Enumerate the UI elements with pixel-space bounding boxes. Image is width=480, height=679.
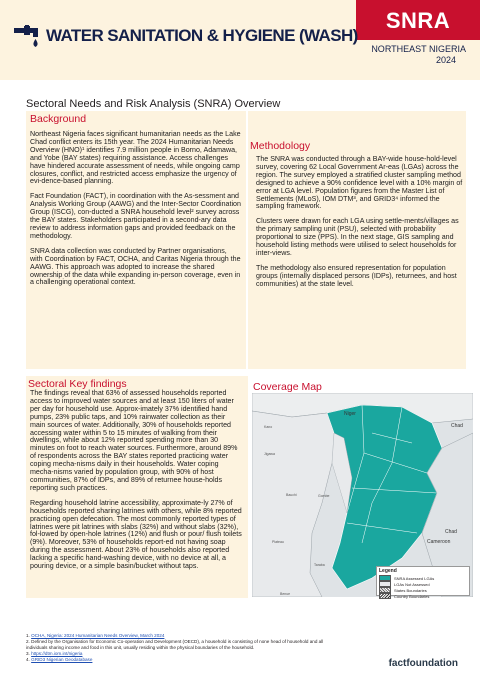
findings-paragraph: Regarding household latrine accessibility, approximate-ly 27% of households reported sharing latrines with others, while 8% reported practicing open defecation. The most commonly reported types of latrines were pit latrines with slabs (32%) and without slabs (32%), fol-lowed by open-hole latrines (12%) and flush or pour/ flush toilets (9%). Moreover, 53% of households report-ed not having soap during the assessment. About 23% of households also reported lacking a specific hand-washing device, with no device at all, a pouring device, or a simple basin/bucket without taps. [30, 498, 242, 571]
footnote-text: Defined by the Organisation for Economic Co-operation and Development (OECD), a household is consisting of none head of household and all [31, 639, 324, 644]
plateau-label: Plateau [272, 540, 284, 544]
footnote [26, 657, 323, 663]
legend-title: Legend [379, 568, 397, 574]
footnotes [26, 633, 323, 663]
chad-label-1: Chad [451, 423, 463, 429]
methodology-paragraph: The SNRA was conducted through a BAY-wide house-hold-level survey, covering 62 Local Government Ar-eas (LGAs) across the region. The survey employed a stratified cluster sampling method designed to achieve a 90% confidence level with a 10% margin of error at LGA level. Population figures from the Master List of Settlements (MLoS), IOM DTM³, and GRID3⁴ informed the sampling framework. [256, 155, 463, 211]
background-paragraph: Northeast Nigeria faces significant humanitarian needs as the Lake Chad conflict enters its 15th year. The 2024 Humanitarian Needs Overview (HNO)¹ identifies 7.9 million people in Borno, Adamawa, and Yobe (BAY states) requiring assistance. Access challenges have hindered accurate assessment of needs, while ongoing camp closures, conflict, and restricted access emphasize the urgency of evi-dence-based planning. [30, 130, 241, 186]
methodology-panel [248, 111, 466, 369]
kano-label: Kano [264, 425, 273, 429]
region-label [371, 44, 466, 66]
footnote-number: 1. [26, 633, 30, 638]
footnote-link[interactable]: https://dtm.iom.int/nigeria [31, 651, 83, 656]
jigawa-label: Jigawa [264, 452, 275, 456]
background-paragraph: SNRA data collection was conducted by Partner organisations, with Coordination by FACT, OCHA, and Caritas Nigeria through the AAWG. This approach was adopted to increase the shared ownership of the data while expanding in-person coverage, even in a challenging operational context. [30, 246, 241, 287]
footnote-number: 2. [26, 639, 30, 644]
gombe-label: Gombe [318, 494, 330, 498]
background-panel [26, 111, 246, 369]
background-heading: Background [30, 113, 87, 125]
legend-item [379, 593, 469, 599]
footnote-number: 4. [26, 657, 30, 662]
fact-foundation-logo: factfoundation [388, 658, 458, 669]
page-title: WATER SANITATION & HYGIENE (WASH) [46, 26, 358, 45]
findings-text [30, 390, 242, 578]
legend-label: Country Boundaries [394, 593, 430, 599]
findings-heading: Sectoral Key findings [28, 378, 127, 390]
overview-title: Sectoral Needs and Risk Analysis (SNRA) Overview [26, 98, 281, 110]
legend-label: SNRA Assessed LGAs [394, 575, 435, 581]
footnote-text: individuals sharing income and food in this unit, usually residing within the physical boundaries of the household. [26, 645, 255, 650]
methodology-paragraph: The methodology also ensured representation for population groups (internally displaced persons (IDPs), returnees, and host communities) at the state level. [256, 263, 457, 288]
taraba-label: Taraba [314, 563, 325, 567]
coverage-heading: Coverage Map [253, 381, 322, 393]
footnote-link[interactable]: OCHA, Nigeria: 2024 Humanitarian Needs Overview, March 2024 [31, 633, 165, 638]
legend-label: LGAs Not Assessed [394, 581, 430, 587]
background-paragraph: Fact Foundation (FACT), in coordination with the As-sessment and Analysis Working Group (AAWG) and the Inter-Sector Coordination Group (ISCG), con-ducted a SNRA household level² survey across the BAY states. Stakeholders participated in a second-ary data review to address information gaps and provided feedback on the methodology. [30, 192, 241, 240]
background-text [30, 131, 241, 294]
methodology-text [256, 156, 463, 296]
map-legend [376, 566, 470, 599]
methodology-paragraph: Clusters were drawn for each LGA using settle-ments/villages as the primary sampling unit (PSU), selected with probability proportional to size (PPS). In the next stage, GIS sampling and household listing methods were utilised to select households for inter-views. [256, 217, 459, 257]
findings-paragraph: The findings reveal that 63% of assessed households reported access to improved water sources and at least 150 liters of water per day for household use. Approx-imately 37% identified hand pumps, 23% public taps, and 10% rainwater collection as their main sources of water. Additionally, 30% of households reported accessing water within 5 to 15 minutes of walking from their dwellings, while about 12% reported spending more than 30 minutes on foot to reach water sources. Furthermore, around 89% of respondents across the BAY states reported practicing water coping mecha-nisms daily in their households. Water coping mecha-nisms varied by population group, with 90% of host communities, 87% of IDPs, and 89% of returnee house-holds reporting such practices. [30, 389, 238, 492]
legend-label: States Boundaries [394, 587, 427, 593]
footnote-link[interactable]: GRID3 Nigerian Geodatabase [31, 657, 93, 662]
region-name: NORTHEAST NIGERIA [371, 44, 466, 54]
bauchi-label: Bauchi [286, 493, 297, 497]
legend-swatch [379, 593, 391, 599]
findings-panel [26, 376, 248, 598]
footnote-number: 3. [26, 651, 30, 656]
niger-label: Niger [344, 411, 356, 417]
snra-badge: SNRA [356, 0, 480, 40]
region-year: 2024 [435, 55, 456, 65]
water-tap-icon [14, 25, 42, 51]
benue-label: Benue [280, 592, 291, 596]
methodology-heading: Methodology [250, 140, 311, 152]
chad-label-2: Chad [445, 529, 457, 535]
cameroon-label: Cameroon [427, 539, 451, 545]
